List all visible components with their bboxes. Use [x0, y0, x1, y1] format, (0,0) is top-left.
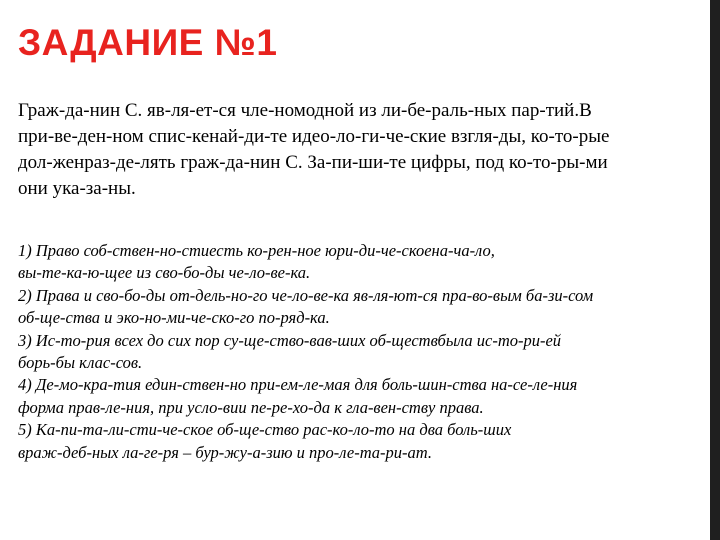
statement-line: форма прав-ле-ния, при усло-вии пе-ре-хо-да к гла-вен-ству права.: [18, 397, 484, 417]
intro-line: при-ве-ден-ном спис-кенай-ди-те идео-ло-ги-че-ские взгля-ды, ко-то-рые: [18, 126, 610, 147]
statement-line: 3) Ис-то-рия всех до сих пор су-ще-ство-вав-ших об-ществбыла ис-то-ри-ей: [18, 330, 562, 350]
intro-line: дол-женраз-де-лять граж-да-нин С. За-пи-ши-те цифры, под ко-то-ры-ми: [18, 152, 608, 173]
slide-title: ЗАДАНИЕ №1: [18, 22, 278, 63]
statement-line: вы-те-ка-ю-щее из сво-бо-ды че-ло-ве-ка.: [18, 263, 311, 283]
statement-list: [18, 240, 718, 464]
task-intro-paragraph: [18, 98, 718, 202]
statement-line: борь-бы клас-сов.: [18, 353, 143, 373]
statement-line: об-ще-ства и эко-но-ми-че-ско-го по-ряд-ка.: [18, 308, 330, 328]
statement-line: 5) Ка-пи-та-ли-сти-че-ское об-ще-ство рас-ко-ло-то на два боль-ших: [18, 420, 512, 440]
statement-line: 1) Право соб-ствен-но-стиесть ко-рен-ное юри-ди-че-скоена-ча-ло,: [18, 241, 495, 260]
intro-line: Граж-да-нин С. яв-ля-ет-ся чле-номодной из ли-бе-раль-ных пар-тий.В: [18, 100, 592, 121]
statement-line: 2) Права и сво-бо-ды от-дель-но-го че-ло-ве-ка яв-ля-ют-ся пра-во-вым ба-зи-сом: [18, 285, 594, 305]
intro-line: они ука-за-ны.: [18, 178, 136, 199]
statement-line: враж-деб-ных ла-ге-ря – бур-жу-а-зию и про-ле-та-ри-ат.: [18, 442, 433, 462]
statement-line: 4) Де-мо-кра-тия един-ствен-но при-ем-ле-мая для боль-шин-ства на-се-ле-ния: [18, 375, 578, 395]
